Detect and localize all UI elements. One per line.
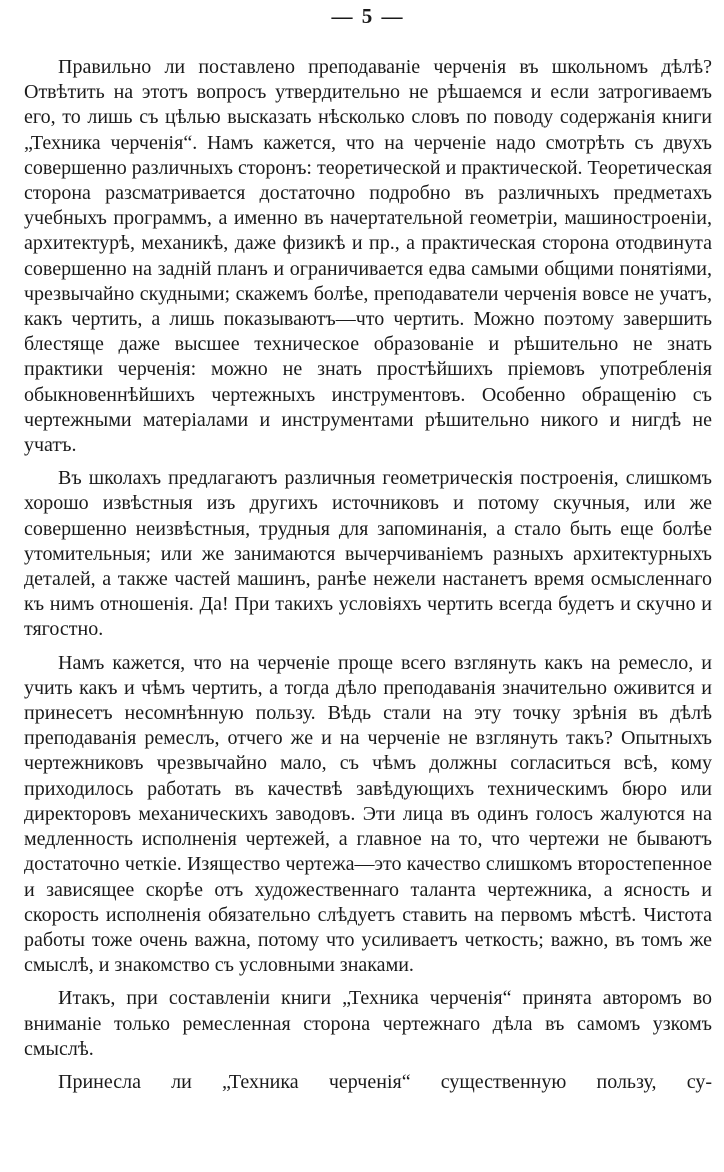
paragraph-4: Итакъ, при составленiи книги „Техника черченiя“ принята авторомъ во вниманiе только ремесленная сторона чертежнаго дѣла въ самомъ узкомъ смыслѣ. xyxy=(24,987,712,1060)
paragraph-5: Принесла ли „Техника черченiя“ существенную пользу, су- xyxy=(58,1070,712,1093)
paragraph-1: Правильно ли поставлено преподаванiе черченiя въ школьномъ дѣлѣ? Отвѣтить на этотъ вопросъ утвердительно не рѣшаемся и если затрогиваемъ его, то лишь съ цѣлью высказать нѣсколько словъ по поводу содержанiя книги „Техника черченiя“. Намъ кажется, что на черченiе надо смотрѣть съ двухъ совершенно различныхъ сторонъ: теоретической и практической. Теоретическая сторона разсматривается достаточно подробно въ различныхъ предметахъ учебныхъ программъ, а именно въ начертательной геометрiи, машиностроенiи, архитектурѣ, механикѣ, даже физикѣ и пр., а практическая сторона отодвинута совершенно на заднiй планъ и ограничивается едва самыми общими понятiями, чрезвычайно скудными; скажемъ болѣе, преподаватели черченiя вовсе не учатъ, какъ чертить, а лишь показываютъ—что чертить. Можно поэтому завершить блестяще даже высшее техническое образованiе и рѣшительно не знать практики черченiя: можно не знать простѣйшихъ прiемовъ употребленiя обыкновеннѣйшихъ чертежныхъ инструментовъ. Особенно обращенiю съ чертежными матерiалами и инструментами рѣшительно никого и нигдѣ не учатъ. xyxy=(24,56,712,457)
paragraph-2: Въ школахъ предлагаютъ различныя геометрическiя построенiя, слишкомъ хорошо извѣстныя изъ другихъ источниковъ и потому скучныя, или же совершенно неизвѣстныя, трудныя для запоминанiя, а стало быть еще болѣе утомительныя; или же занимаются вычерчиванiемъ разныхъ архитектурныхъ деталей, а также частей машинъ, ранѣе нежели настанетъ время осмысленнаго къ нимъ отношенiя. Да! При такихъ условiяхъ чертить всегда будетъ и скучно и тягостно. xyxy=(24,467,712,641)
page-number: — 5 — xyxy=(331,4,405,28)
paragraph-3: Намъ кажется, что на черченiе проще всего взглянуть какъ на ремесло, и учить какъ и чѣмъ чертить, а тогда дѣло преподаванiя значительно оживится и принесетъ несомнѣнную пользу. Вѣдь стали на эту точку зрѣнiя въ дѣлѣ преподаванiя ремеслъ, отчего же и на черченiе не взглянуть такъ? Опытныхъ чертежниковъ чрезвычайно мало, съ чѣмъ должны согласиться всѣ, кому приходилось работать въ качествѣ завѣдующихъ техническимъ бюро или директоровъ механическихъ заводовъ. Эти лица въ одинъ голосъ жалуются на медленность исполненiя чертежей, а главное на то, что чертежи не бываютъ достаточно четкiе. Изящество чертежа—это качество слишкомъ второстепенное и зависящее скорѣе отъ художественнаго таланта чертежника, а ясность и скорость исполненiя обязательно слѣдуетъ ставить на первомъ мѣстѣ. Чистота работы тоже очень важна, потому что усиливаетъ четкость; важно, въ томъ же смыслѣ, и знакомство съ условными знаками. xyxy=(24,651,712,977)
